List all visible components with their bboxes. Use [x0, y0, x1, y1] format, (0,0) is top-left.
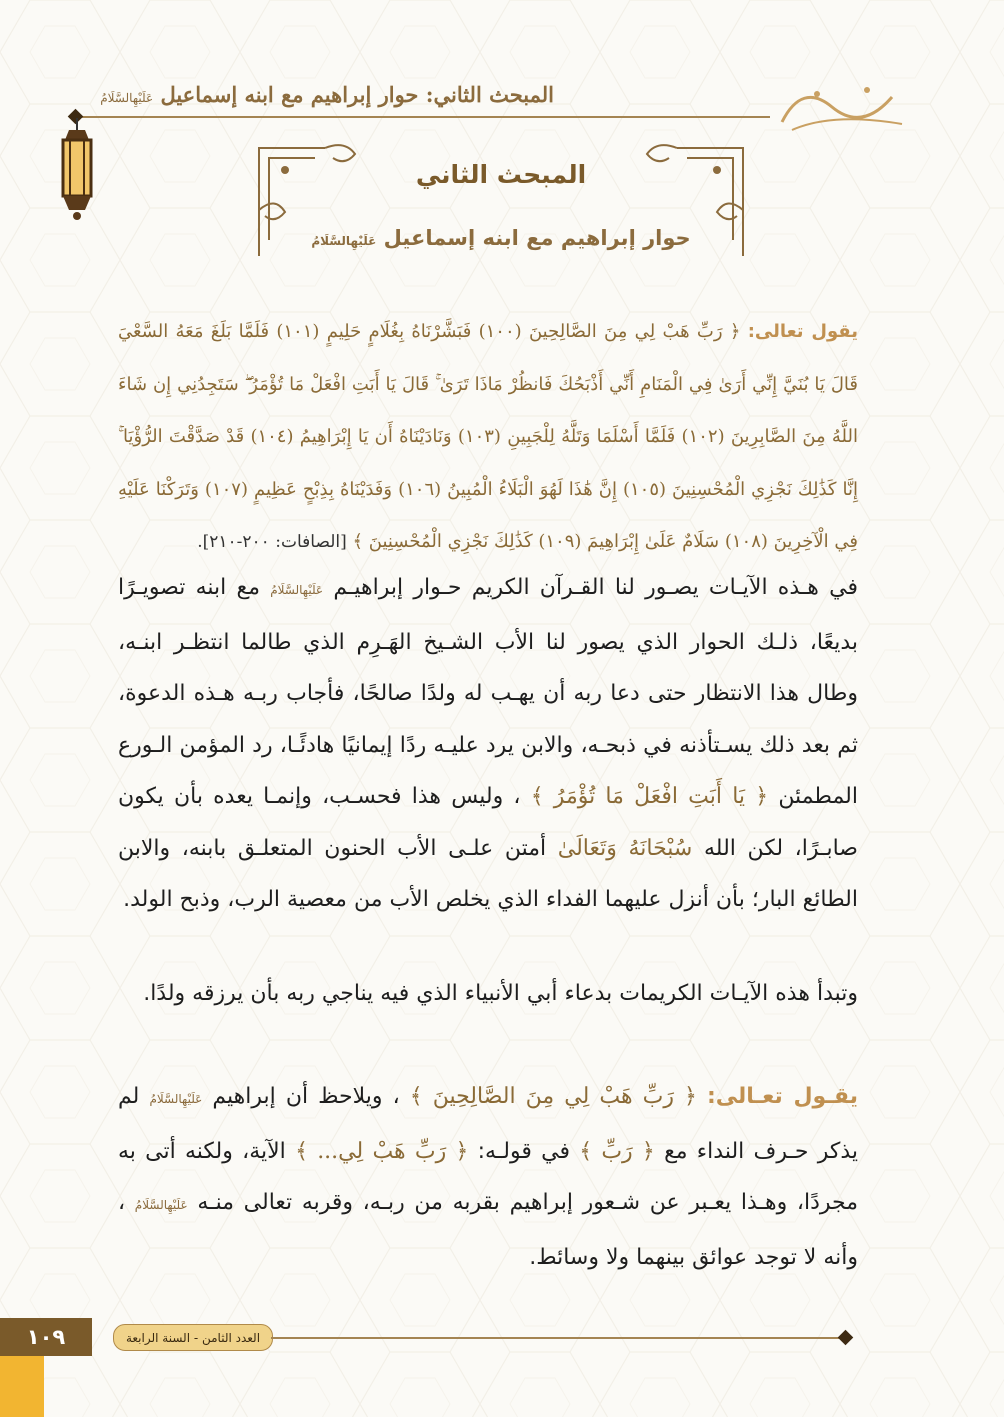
honorific-icon: عَلَيْهِالسَّلَامُ: [100, 91, 154, 105]
calligraphy-logo: [772, 72, 912, 142]
paragraph-1: [118, 562, 858, 926]
quran-verses: ﴿ رَبِّ هَبْ لِي مِنَ الصَّالِحِينَ (١٠٠) فَبَشَّرْنَاهُ بِغُلَامٍ حَلِيمٍ (١٠١) فَلَمَّا بَلَغَ مَعَهُ السَّعْيَ قَالَ يَا بُنَيَّ إِنِّي أَرَىٰ فِي الْمَنَامِ أَنِّي أَذْبَحُكَ فَانظُرْ مَاذَا تَرَىٰ ۚ قَالَ يَا أَبَتِ افْعَلْ مَا تُؤْمَرُ ۖ سَتَجِدُنِي إِن شَاءَ اللَّهُ مِنَ الصَّابِرِينَ (١٠٢) فَلَمَّا أَسْلَمَا وَتَلَّهُ لِلْجَبِينِ (١٠٣) وَنَادَيْنَاهُ أَن يَا إِبْرَاهِيمُ (١٠٤) قَدْ صَدَّقْتَ الرُّؤْيَا ۚ إِنَّا كَذَٰلِكَ نَجْزِي الْمُحْسِنِينَ (١٠٥) إِنَّ هَٰذَا لَهُوَ الْبَلَاءُ الْمُبِينُ (١٠٦) وَفَدَيْنَاهُ بِذِبْحٍ عَظِيمٍ (١٠٧) وَتَرَكْنَا عَلَيْهِ فِي الْآخِرِينَ (١٠٨) سَلَامٌ عَلَىٰ إِبْرَاهِيمَ (١٠٩) كَذَٰلِكَ نَجْزِي الْمُحْسِنِينَ ﴾: [118, 321, 859, 552]
logo-ornament-icon: [772, 72, 912, 142]
quran-passage: [118, 306, 858, 569]
footer-divider: [271, 1337, 843, 1339]
diamond-icon: [838, 1330, 854, 1346]
running-header: [34, 82, 554, 107]
paragraph-2: وتبدأ هذه الآيـات الكريمات بدعاء أبي الأنبياء الذي فيه يناجي ربه بأن يرزقه ولدًا.: [143, 981, 858, 1006]
lantern-icon: [55, 118, 99, 228]
section-subtitle: [255, 226, 747, 250]
paragraph-1-quote: ﴿ يَا أَبَتِ افْعَلْ مَا تُؤْمَرُ ﴾: [530, 784, 769, 809]
paragraph-3: [118, 1071, 858, 1283]
quran-lead: يقول تعالى:: [747, 321, 858, 342]
honorific-icon: عَلَيْهِالسَّلَامُ: [311, 234, 377, 248]
section-title: المبحث الثاني: [415, 160, 587, 189]
paragraph-3-quote-1: ﴿ رَبِّ هَبْ لِي مِنَ الصَّالِحِينَ ﴾: [409, 1084, 697, 1109]
quran-reference: [الصافات: ٢٠٠-٢١٠].: [197, 532, 347, 552]
paragraph-1-text-d: أمتن علـى الأب الحنون المتعلـق بابنه، والابن الطائع البار؛ بأن أنزل عليهما الفداء الذي يخلص الأب من معصية الرب، وذبح الولد.: [118, 835, 858, 912]
honorific-icon: عَلَيْهِالسَّلَامُ: [149, 1092, 203, 1106]
paragraph-3-quote-2: ﴿ رَبِّ ﴾: [579, 1138, 655, 1164]
paragraph-3-lead: يقـول تعـالى:: [706, 1084, 858, 1109]
paragraph-3-text-e: ، وأنه لا توجد عوائق بينهما ولا وسائط.: [118, 1190, 858, 1270]
page-number: ١٠٩: [0, 1318, 92, 1356]
section-subtitle-text: حوار إبراهيم مع ابنه إسماعيل: [383, 226, 691, 250]
paragraph-3-text-b: لم يذكر حـرف النداء مع: [118, 1084, 859, 1164]
honorific-icon: عَلَيْهِالسَّلَامُ: [270, 583, 324, 597]
paragraph-3-text-d: الآية، ولكنه أتى به مجردًا، وهـذا يعـبر عن شـعور إبراهيم بقربه من ربـه، وقربه تعالى منـه: [118, 1138, 859, 1215]
paragraph-1-text-b: مع ابنه تصويـرًا بديعًا، ذلـك الحوار الذي يصور لنا الأب الشـيخ الهَـرِم الذي طالما انتظـر ابنـه، وطال هذا الانتظار حتى دعا ربه أن يهـب له ولدًا صالحًا، فأجاب ربـه هـذه الدعوة، ثم بعد ذلك يسـتأذنه في ذبحـه، والابن يرد عليـه ردًا إيمانيًا هادئًـا، رد المؤمن الـورع المطمئن: [118, 575, 858, 809]
issue-label: العدد الثامن - السنة الرابعة: [113, 1324, 273, 1351]
header-divider: [76, 116, 770, 118]
paragraph-1-text-c: ، وليس هذا فحسـب، وإنمـا يعده بأن يكون صابـرًا، لكن الله: [118, 784, 858, 861]
glorification-text: سُبْحَانَهُ وَتَعَالَىٰ: [557, 835, 693, 861]
honorific-icon: عَلَيْهِالسَّلَامُ: [134, 1198, 188, 1212]
paragraph-1-text-a: في هـذه الآيـات يصـور لنا القـرآن الكريم حـوار إبراهيـم: [333, 575, 858, 600]
running-header-title: المبحث الثاني: حوار إبراهيم مع ابنه إسماعيل: [160, 82, 554, 107]
footer-accent-bar: [0, 1356, 44, 1417]
paragraph-3-quote-3: ﴿ رَبِّ هَبْ لِي... ﴾: [295, 1138, 469, 1164]
paragraph-3-text-a: ، ويلاحظ أن إبراهيم: [212, 1084, 400, 1109]
paragraph-3-text-c: في قولـه:: [477, 1138, 570, 1164]
